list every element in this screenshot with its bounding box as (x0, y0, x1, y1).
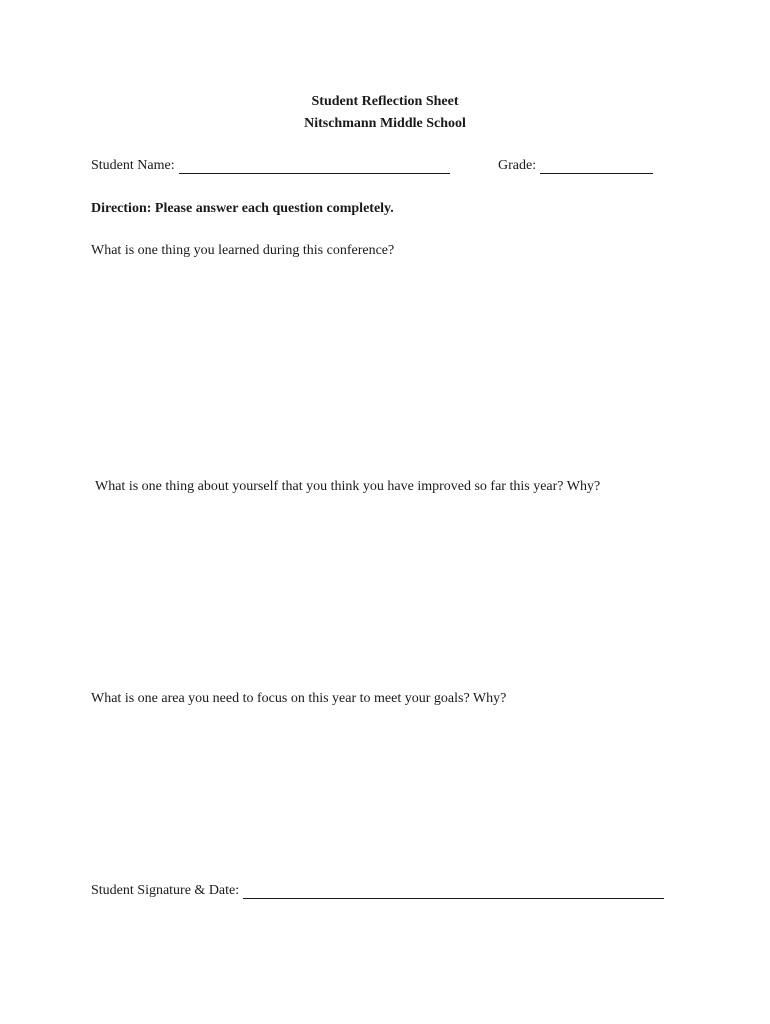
signature-label: Student Signature & Date: (91, 883, 240, 898)
question-2: What is one thing about yourself that you think you have improved so far this year? Why? (95, 479, 601, 494)
direction-text: Direction: Please answer each question completely. (91, 201, 394, 216)
signature-field (91, 883, 664, 899)
student-name-label: Student Name: (91, 158, 175, 173)
school-name: Nitschmann Middle School (304, 116, 466, 131)
student-name-field (91, 158, 450, 174)
grade-label: Grade: (498, 158, 537, 173)
grade-field (498, 158, 653, 174)
answer-area-2[interactable] (91, 504, 681, 679)
question-3: What is one area you need to focus on this year to meet your goals? Why? (91, 691, 507, 706)
sheet-title: Student Reflection Sheet (311, 94, 459, 109)
grade-blank[interactable] (540, 159, 653, 174)
signature-blank[interactable] (243, 884, 664, 899)
answer-area-1[interactable] (91, 268, 681, 468)
question-1: What is one thing you learned during this conference? (91, 243, 395, 258)
answer-area-3[interactable] (91, 716, 681, 876)
student-name-blank[interactable] (179, 159, 450, 174)
